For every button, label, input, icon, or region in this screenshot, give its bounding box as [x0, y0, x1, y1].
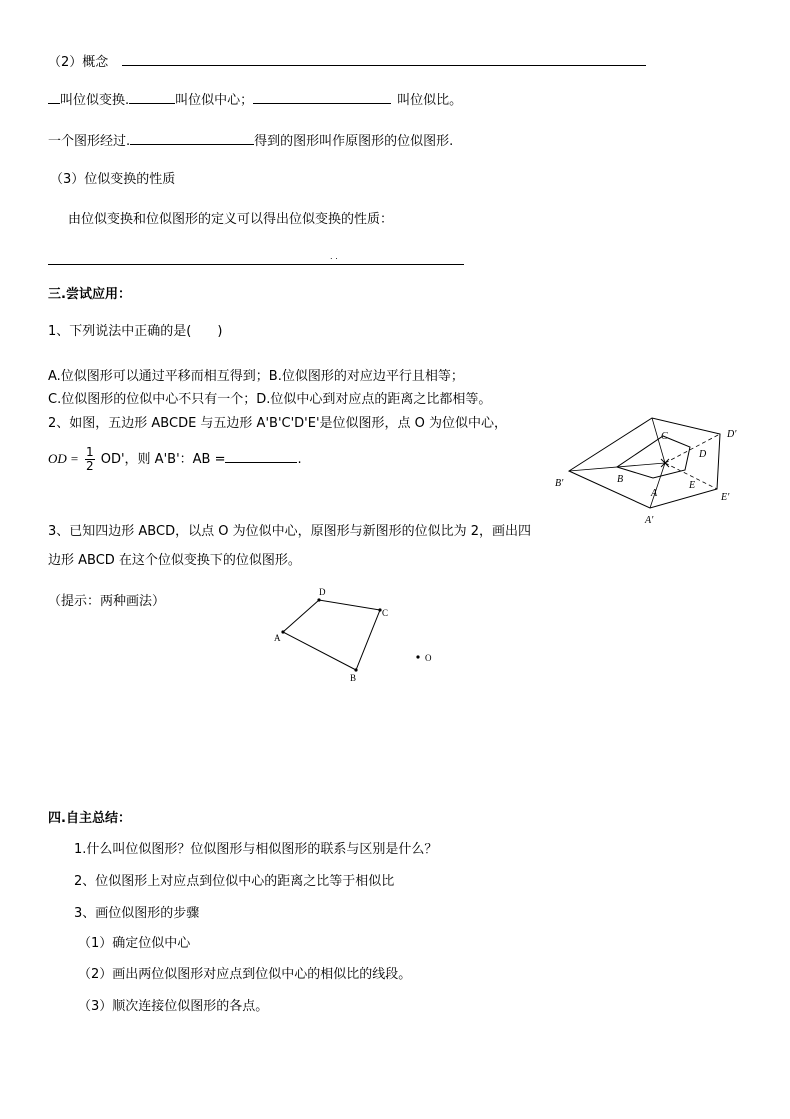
blank-transform[interactable] — [48, 90, 60, 104]
properties-answer-line[interactable] — [48, 250, 464, 265]
properties-line-marks: . . — [330, 252, 338, 261]
fraction-denominator: 2 — [85, 459, 94, 473]
properties-heading: （3）位似变换的性质 — [50, 172, 176, 187]
label-D-prime: D' — [727, 429, 737, 440]
summary-point-1: 1.什么叫位似图形？位似图形与相似图形的联系与区别是什么？ — [74, 842, 438, 857]
section3-heading: 三.尝试应用： — [48, 287, 131, 302]
quad-label-O: O — [425, 653, 432, 663]
question-1: 1、下列说法中正确的是( ) — [48, 324, 223, 339]
concept-line — [48, 52, 646, 71]
label-A-prime: A' — [645, 515, 654, 526]
section4-heading: 四.自主总结： — [48, 811, 131, 826]
quadrilateral-figure — [270, 585, 440, 685]
od-prime-text: OD'，则 A'B'：AB = — [100, 452, 226, 467]
question-2-line1: 2、如图，五边形 ABCDE 与五边形 A'B'C'D'E'是位似图形，点 O 为位似中心， — [48, 416, 508, 431]
blank-center[interactable] — [129, 90, 175, 104]
quad-label-D: D — [319, 587, 326, 597]
step-2: （2）画出两位似图形对应点到位似中心的相似比的线段。 — [78, 967, 412, 982]
quad-label-C: C — [382, 608, 389, 618]
label-E-prime: E' — [721, 492, 730, 503]
point-O — [416, 655, 419, 658]
label-C: C — [661, 431, 668, 442]
od-label: OD = — [48, 451, 79, 466]
q2-end-dot: . — [297, 452, 302, 467]
blank-ratio[interactable] — [253, 90, 391, 104]
label-B-prime: B' — [555, 478, 564, 489]
quad-label-A: A — [274, 633, 281, 643]
summary-point-3: 3、画位似图形的步骤 — [74, 906, 200, 921]
fraction-numerator: 1 — [85, 445, 94, 459]
question-3-line2: 边形 ABCD 在这个位似变换下的位似图形。 — [48, 553, 301, 568]
question-1-options-ab: A.位似图形可以通过平移而相互得到；B.位似图形的对应边平行且相等； — [48, 369, 464, 384]
step-1: （1）确定位似中心 — [78, 936, 191, 951]
label-E: E — [689, 480, 696, 491]
similar-figure-line — [48, 131, 453, 150]
definition-center-text: 叫位似中心； — [175, 93, 254, 108]
concept-blank[interactable] — [122, 52, 646, 66]
label-B: B — [617, 474, 624, 485]
fraction-one-half — [85, 446, 95, 473]
quad-label-B: B — [350, 673, 357, 683]
properties-intro: 由位似变换和位似图形的定义可以得出位似变换的性质： — [68, 212, 394, 227]
similar-figure-dot: . — [126, 134, 131, 149]
similar-figure-text-a: 一个图形经过 — [48, 134, 127, 149]
question-3-line1: 3、已知四边形 ABCD，以点 O 为位似中心，原图形与新图形的位似比为 2，画出四 — [48, 524, 531, 539]
definition-transform-text: 叫位似变换. — [60, 93, 130, 108]
blank-similar-figure[interactable] — [130, 131, 254, 145]
step-3: （3）顺次连接位似图形的各点。 — [78, 999, 269, 1014]
question-2-line2 — [48, 443, 302, 476]
blank-ratio-answer[interactable] — [225, 449, 297, 463]
pentagon-figure — [555, 405, 755, 530]
definition-ratio-text: 叫位似比。 — [397, 93, 463, 108]
summary-point-2: 2、位似图形上对应点到位似中心的距离之比等于相似比 — [74, 874, 395, 889]
label-D: D — [699, 449, 707, 460]
question-1-options-cd: C.位似图形的位似中心不只有一个；D.位似中心到对应点的距离之比都相等。 — [48, 392, 492, 407]
label-A: A — [651, 488, 658, 499]
hint-text: （提示：两种画法） — [48, 594, 166, 609]
similar-figure-text-b: 得到的图形叫作原图形的位似图形. — [254, 134, 454, 149]
definition-line — [48, 90, 462, 109]
concept-label: （2）概念 — [48, 55, 109, 70]
